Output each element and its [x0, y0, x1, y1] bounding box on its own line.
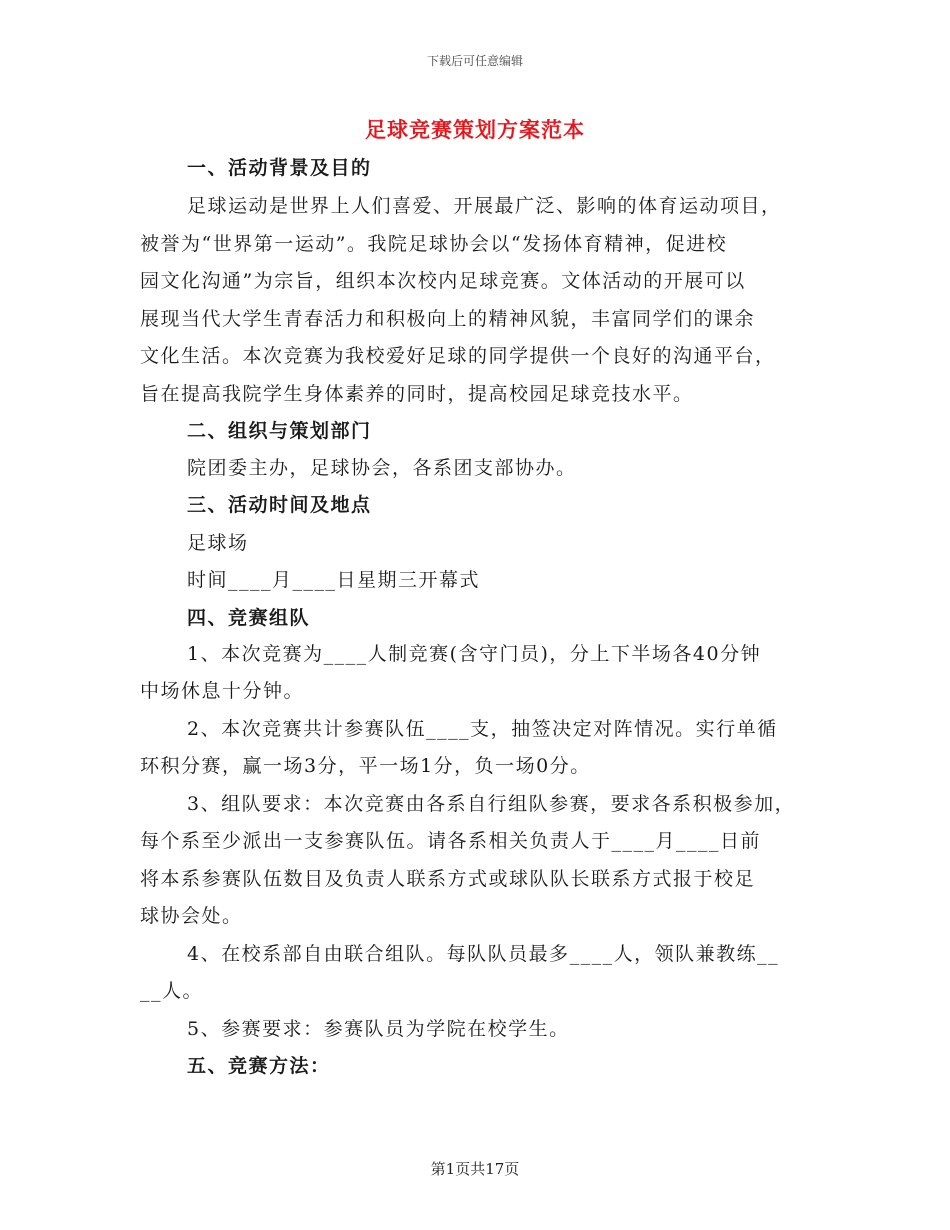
paragraph-line: 足球运动是世界上人们喜爱、开展最广泛、影响的体育运动项目，: [187, 195, 782, 217]
list-item: 1、本次竞赛为____人制竞赛(含守门员)，分上下半场各40分钟: [187, 643, 762, 665]
list-item-continuation: 将本系参赛队伍数目及负责人联系方式或球队队长联系方式报于校足: [140, 868, 756, 890]
list-item-continuation: __人。: [140, 980, 204, 1002]
list-item: 4、在校系部自由联合组队。每队队员最多____人，领队兼教练__: [187, 943, 780, 965]
section-heading: 五、竞赛方法：: [187, 1055, 331, 1077]
list-item: 5、参赛要求：参赛队员为学院在校学生。: [187, 1018, 570, 1040]
paragraph-line: 院团委主办，足球协会，各系团支部协办。: [187, 457, 577, 479]
section-heading: 三、活动时间及地点: [187, 494, 372, 516]
paragraph-line: 旨在提高我院学生身体素养的同时，提高校园足球竞技水平。: [140, 383, 694, 405]
section-heading: 四、竞赛组队: [187, 607, 311, 629]
list-item-continuation: 球协会处。: [140, 905, 243, 927]
list-item: 3、组队要求：本次竞赛由各系自行组队参赛，要求各系积极参加，: [187, 793, 796, 815]
paragraph-line: 足球场: [187, 532, 249, 554]
page-header: 下载后可任意编辑: [426, 54, 523, 68]
list-item-continuation: 环积分赛，赢一场3分，平一场1分，负一场0分。: [140, 755, 591, 777]
section-heading: 二、组织与策划部门: [187, 420, 372, 442]
list-item: 2、本次竞赛共计参赛队伍____支，抽签决定对阵情况。实行单循: [187, 718, 778, 740]
page-footer: 第1页共17页: [430, 1160, 520, 1178]
document-title: 足球竞赛策划方案范本: [365, 117, 585, 142]
section-heading: 一、活动背景及目的: [187, 157, 372, 179]
paragraph-line: 时间____月____日星期三开幕式: [187, 569, 481, 591]
list-item-continuation: 中场休息十分钟。: [140, 680, 305, 702]
paragraph-line: 文化生活。本次竞赛为我校爱好足球的同学提供一个良好的沟通平台，: [140, 345, 776, 367]
paragraph-line: 展现当代大学生青春活力和积极向上的精神风貌，丰富同学们的课余: [140, 308, 756, 330]
paragraph-line: 被誉为“世界第一运动”。我院足球协会以“发扬体育精神，促进校: [140, 233, 728, 255]
list-item-continuation: 每个系至少派出一支参赛队伍。请各系相关负责人于____月____日前: [140, 830, 762, 852]
paragraph-line: 园文化沟通”为宗旨，组织本次校内足球竞赛。文体活动的开展可以: [140, 270, 746, 292]
